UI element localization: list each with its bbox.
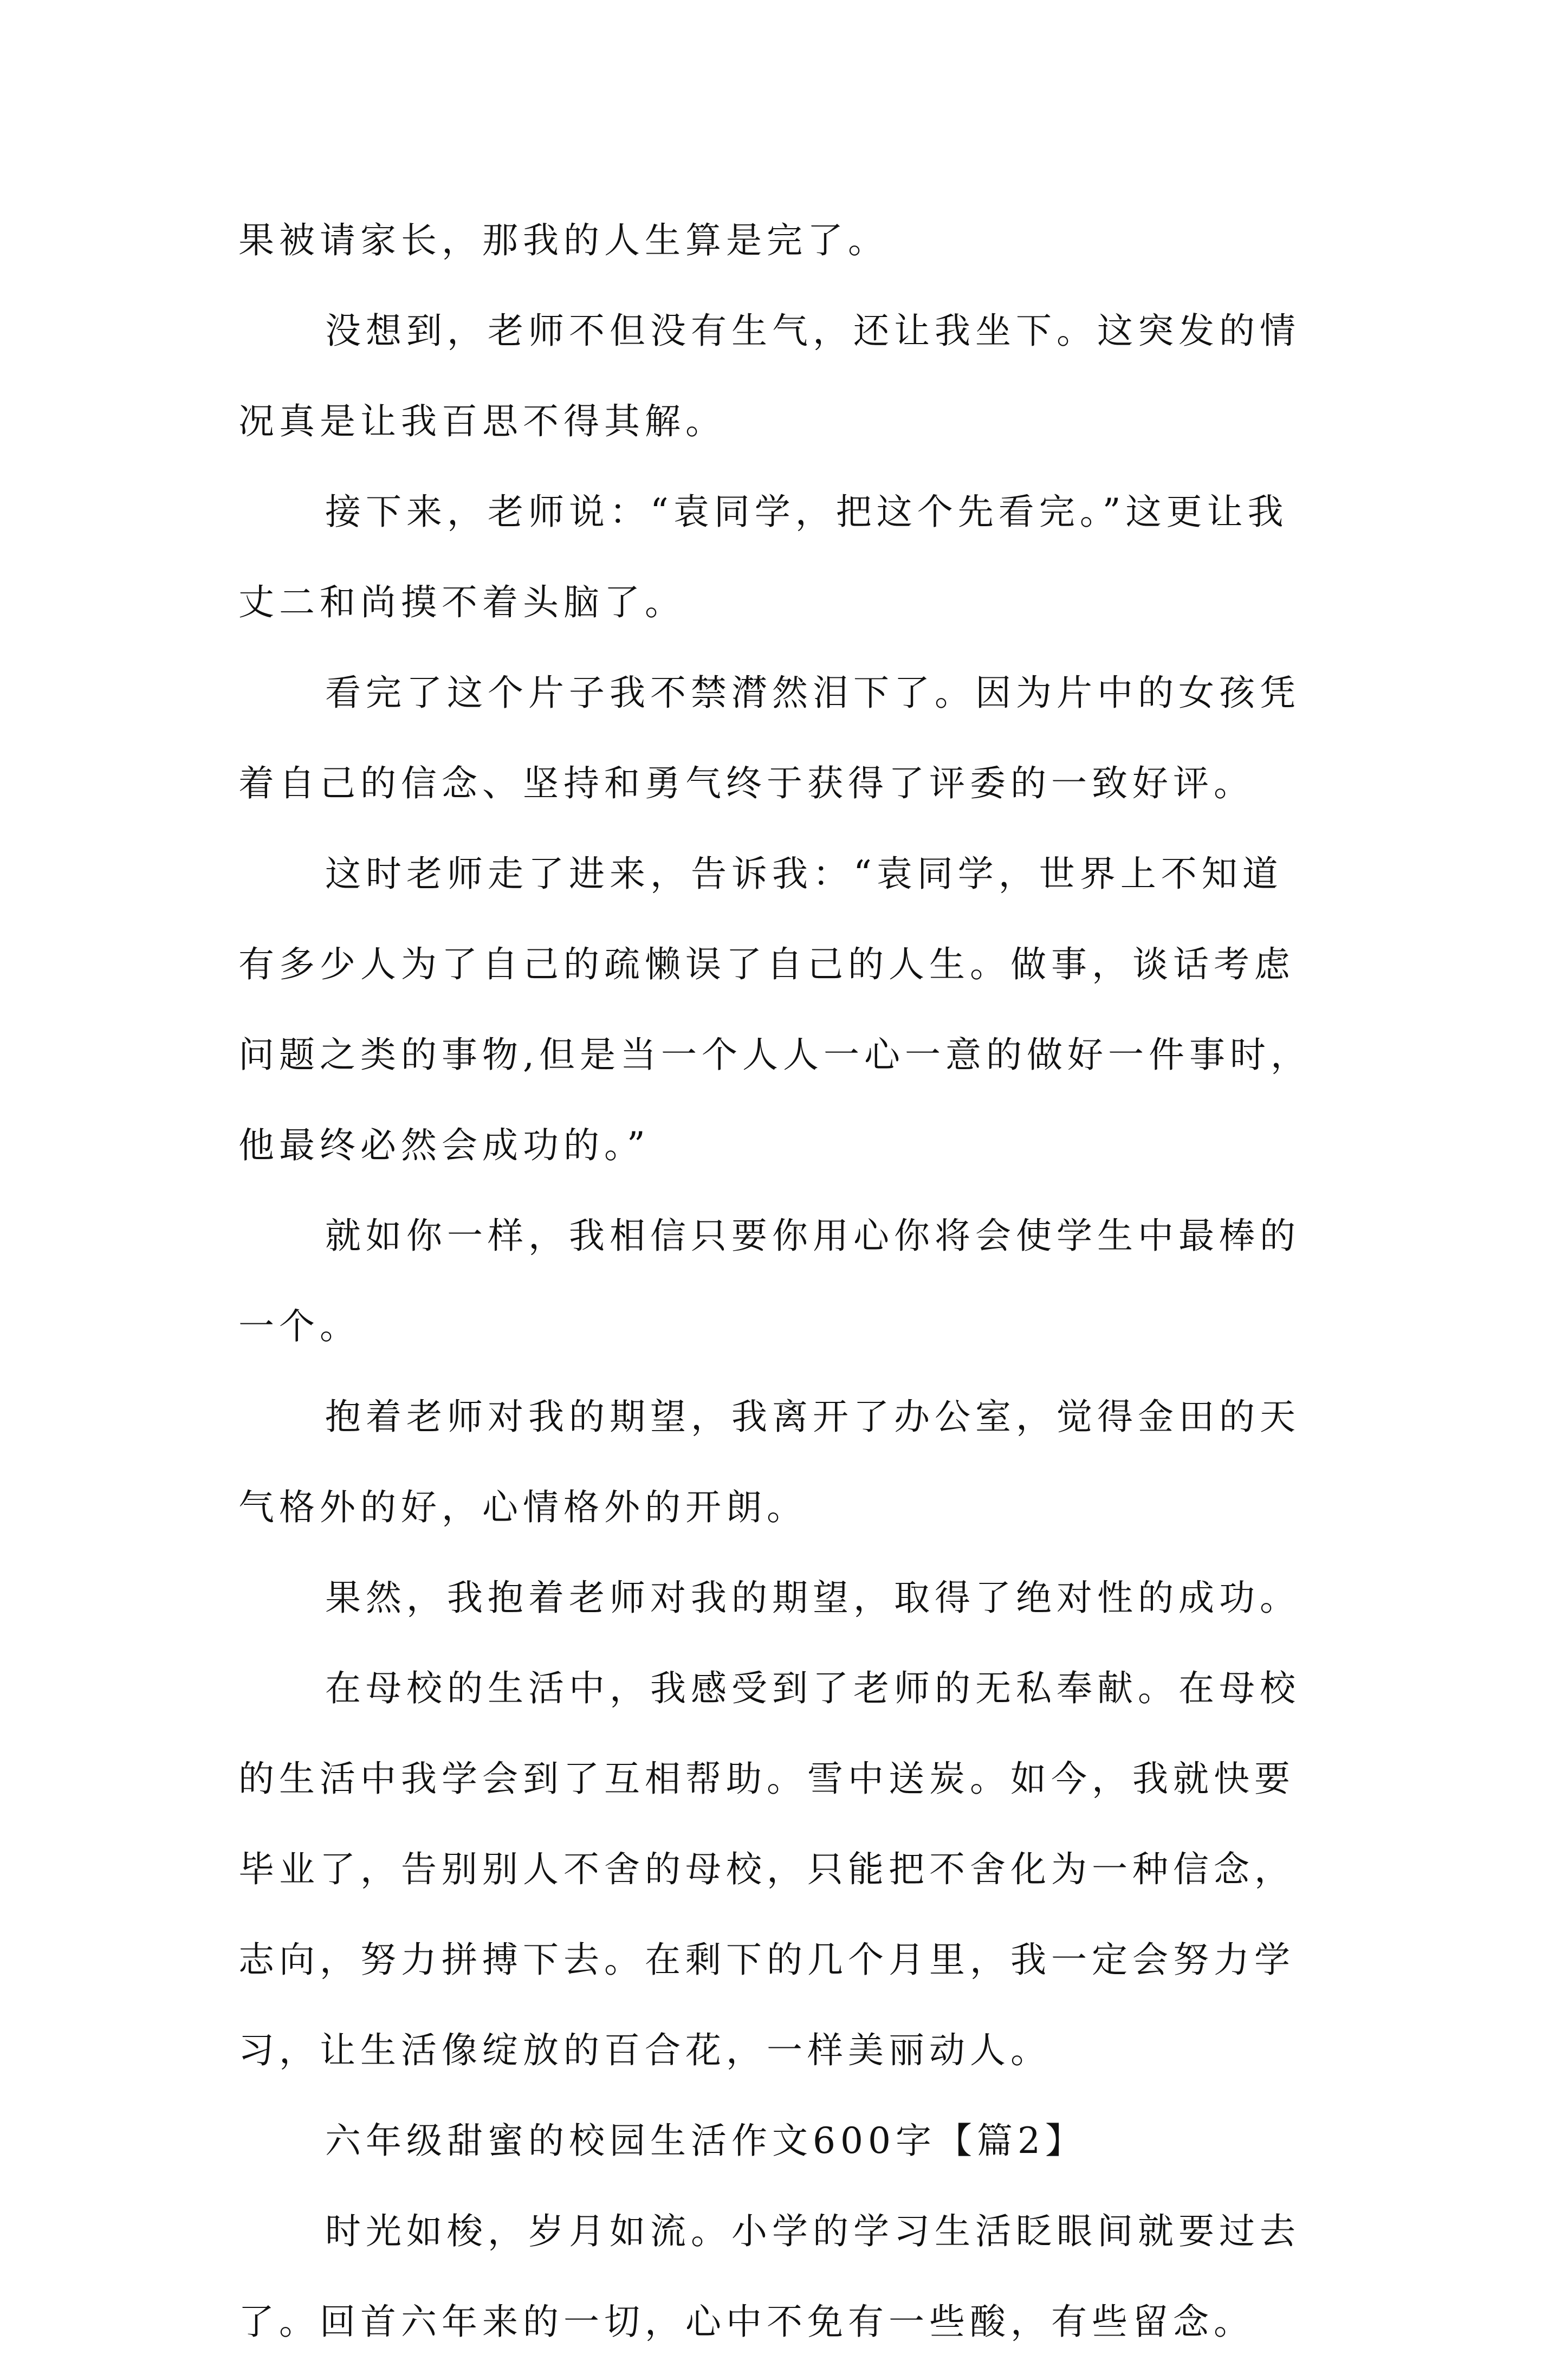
text-line-24: 了。回首六年来的一切，心中不免有一些酸，有些留念。 (238, 2301, 1254, 2343)
text-line-14: 抱着老师对我的期望，我离开了办公室，觉得金田的天 (325, 1396, 1300, 1438)
text-line-10: 问题之类的事物,但是当一个人人一心一意的做好一件事时， (238, 1034, 1311, 1076)
text-line-20: 志向，努力拼搏下去。在剩下的几个月里，我一定会努力学 (238, 1939, 1295, 1981)
text-line-5: 丈二和尚摸不着头脑了。 (238, 581, 685, 623)
text-line-8: 这时老师走了进来，告诉我：“袁同学，世界上不知道 (325, 853, 1283, 895)
text-line-15: 气格外的好，心情格外的开朗。 (238, 1486, 807, 1528)
text-line-11: 他最终必然会成功的。” (238, 1124, 650, 1166)
section-heading-line: 六年级甜蜜的校园生活作文600字【篇2】 (325, 2120, 1086, 2162)
text-line-21: 习，让生活像绽放的百合花，一样美丽动人。 (238, 2029, 1051, 2071)
text-line-6: 看完了这个片子我不禁潸然泪下了。因为片中的女孩凭 (325, 672, 1300, 714)
text-line-12: 就如你一样，我相信只要你用心你将会使学生中最棒的 (325, 1215, 1300, 1257)
text-line-1: 果被请家长，那我的人生算是完了。 (238, 219, 889, 261)
text-line-16: 果然，我抱着老师对我的期望，取得了绝对性的成功。 (325, 1577, 1300, 1619)
text-line-23: 时光如梭，岁月如流。小学的学习生活眨眼间就要过去 (325, 2210, 1300, 2252)
text-line-7: 着自己的信念、坚持和勇气终于获得了评委的一致好评。 (238, 762, 1254, 804)
text-line-19: 毕业了，告别别人不舍的母校，只能把不舍化为一种信念， (238, 1848, 1295, 1890)
text-line-2: 没想到，老师不但没有生气，还让我坐下。这突发的情 (325, 310, 1300, 352)
text-line-4: 接下来，老师说：“袁同学，把这个先看完。”这更让我 (325, 491, 1288, 533)
text-line-13: 一个。 (238, 1305, 360, 1347)
text-line-3: 况真是让我百思不得其解。 (238, 400, 726, 442)
text-line-9: 有多少人为了自己的疏懒误了自己的人生。做事，谈话考虑 (238, 943, 1295, 985)
text-line-18: 的生活中我学会到了互相帮助。雪中送炭。如今，我就快要 (238, 1758, 1295, 1800)
document-body (238, 195, 1344, 2367)
text-line-17: 在母校的生活中，我感受到了老师的无私奉献。在母校 (325, 1667, 1300, 1709)
